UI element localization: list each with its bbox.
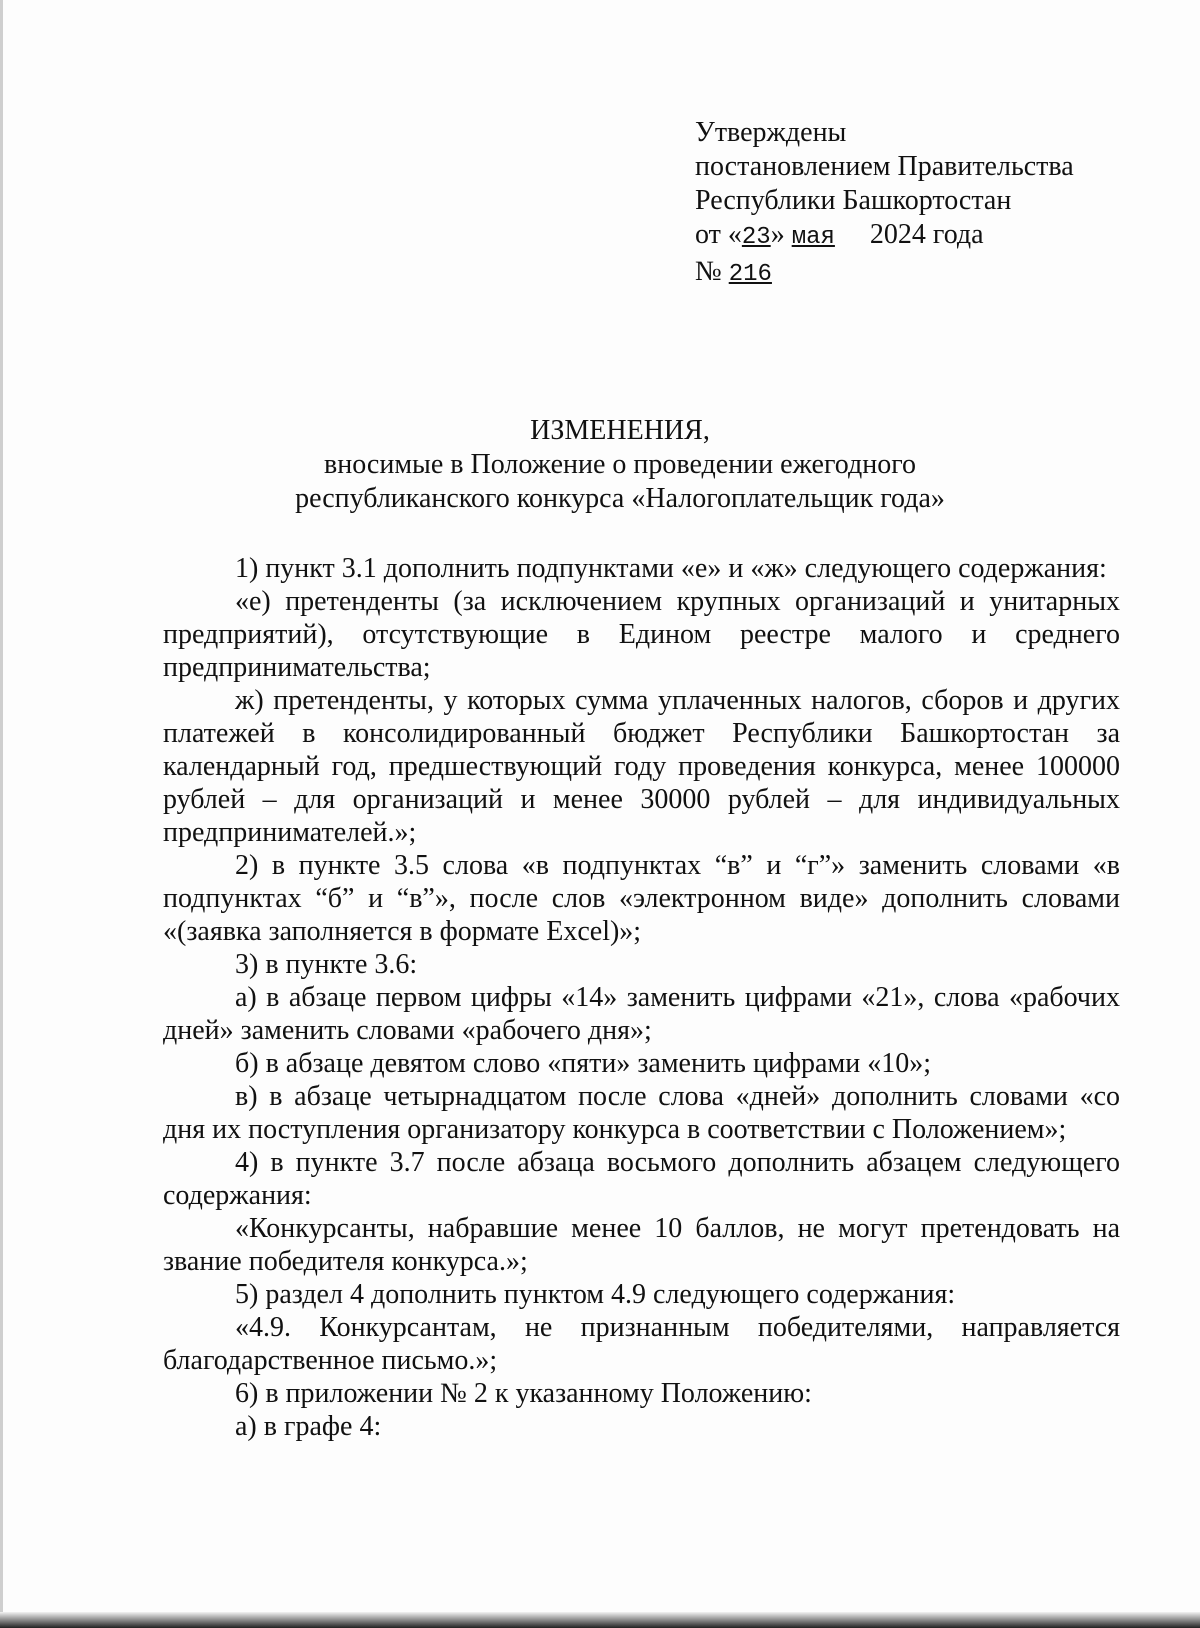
document-subtitle-line-1: вносимые в Положение о проведении ежегодного [324,449,916,480]
date-prefix: от « [695,219,742,250]
document-body [163,552,1120,1443]
document-heading: ИЗМЕНЕНИЯ, [530,415,710,446]
paragraph-2: «е) претенденты (за исключением крупных организаций и унитарных предприятий), отсутствующие в Едином реестре малого и среднего предпринимательства; [163,586,1120,683]
paragraph-14: а) в графе 4: [235,1411,382,1442]
date-month: мая [791,224,835,251]
paragraph-1: 1) пункт 3.1 дополнить подпунктами «е» и «ж» следующего содержания: [235,553,1107,584]
approval-stamp-block [695,116,1135,292]
approval-line-1: Утверждены [695,117,847,148]
date-mid: » [770,219,792,250]
document-title-block [160,414,1080,516]
paragraph-6: а) в абзаце первом цифры «14» заменить цифрами «21», слова «рабочих дней» заменить словами «рабочего дня»; [163,982,1120,1046]
approval-line-3: Республики Башкортостан [695,185,1012,216]
paragraph-3: ж) претенденты, у которых сумма уплаченных налогов, сборов и других платежей в консолидированный бюджет Республики Башкортостан за календарный год, предшествующий году проведения конкурса, менее 100000 рублей – для организаций и менее 30000 рублей – для индивидуальных предпринимателей.»; [163,685,1120,848]
document-number: 216 [728,261,772,288]
approval-number-line [695,255,1135,292]
paragraph-9: 4) в пункте 3.7 после абзаца восьмого дополнить абзацем следующего содержания: [163,1147,1120,1211]
date-day: 23 [741,224,771,251]
paragraph-13: 6) в приложении № 2 к указанному Положению: [235,1378,812,1409]
paragraph-11: 5) раздел 4 дополнить пунктом 4.9 следующего содержания: [235,1279,956,1310]
paragraph-7: б) в абзаце девятом слово «пяти» заменить цифрами «10»; [235,1048,931,1079]
number-prefix: № [695,256,729,287]
scan-left-edge [0,0,3,1628]
paragraph-4: 2) в пункте 3.5 слова «в подпунктах “в” и “г”» заменить словами «в подпунктах “б” и “в”», после слов «электронном виде» дополнить словами «(заявка заполняется в формате Excel)»; [163,850,1120,947]
scan-bottom-edge [0,1612,1200,1628]
approval-line-2: постановлением Правительства [695,151,1074,182]
document-subtitle-line-2: республиканского конкурса «Налогоплательщик года» [295,483,945,514]
paragraph-12: «4.9. Конкурсантам, не признанным победителями, направляется благодарственное письмо.»; [163,1312,1120,1376]
approval-date-line [695,218,1135,255]
paragraph-5: 3) в пункте 3.6: [235,949,418,980]
paragraph-10: «Конкурсанты, набравшие менее 10 баллов, не могут претендовать на звание победителя конкурса.»; [163,1213,1120,1277]
paragraph-8: в) в абзаце четырнадцатом после слова «дней» дополнить словами «со дня их поступления организатору конкурса в соответствии с Положением»; [163,1081,1120,1145]
date-year: 2024 года [869,219,984,250]
